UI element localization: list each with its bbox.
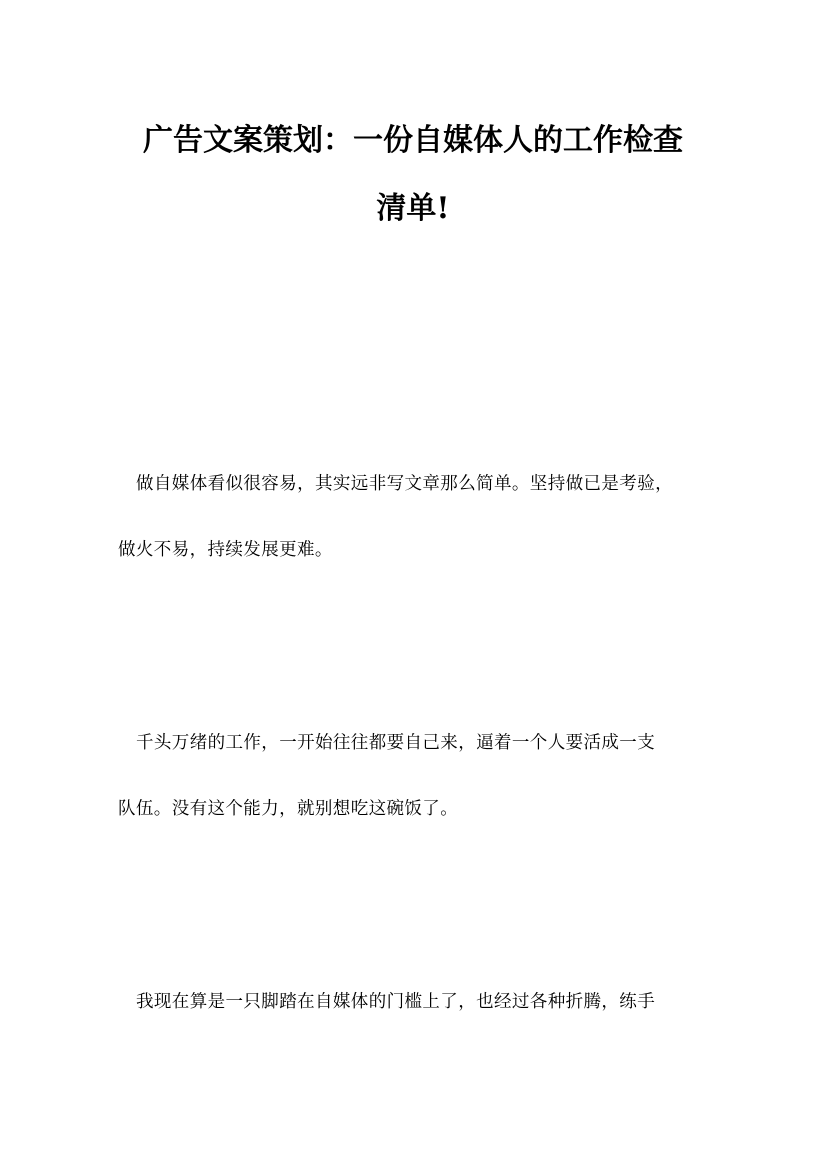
paragraph-3-line-1: 我现在算是一只脚踏在自媒体的门槛上了，也经过各种折腾，练手 [136, 992, 656, 1012]
paragraph-2-line-2: 队伍。没有这个能力，就别想吃这碗饭了。 [118, 799, 459, 819]
document-title-line-1: 广告文案策划：一份自媒体人的工作检查 [143, 123, 683, 158]
paragraph-2-line-1: 千头万绪的工作，一开始往往都要自己来，逼着一个人要活成一支 [136, 733, 656, 753]
paragraph-1-line-1: 做自媒体看似很容易，其实远非写文章那么简单。坚持做已是考验， [136, 474, 673, 494]
document-title-line-2: 清单! [376, 191, 450, 226]
paragraph-1-line-2: 做火不易，持续发展更难。 [118, 540, 333, 560]
